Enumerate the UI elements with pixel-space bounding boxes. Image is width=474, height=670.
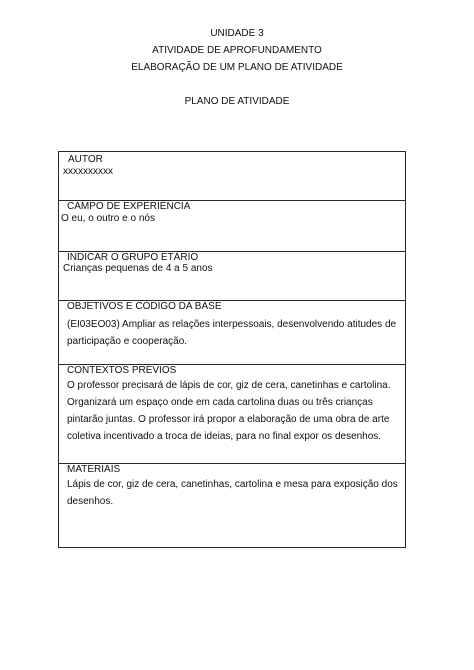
section-grupo-title: INDICAR O GRUPO ETÁRIO [67,252,199,263]
section-campo-value: O eu, o outro e o nós [61,213,155,224]
section-autor-value: xxxxxxxxxx [63,166,113,177]
section-autor [59,152,405,201]
section-materiais-value: Lápis de cor, giz de cera, canetinhas, cartolina e mesa para exposição dos desenhos. [67,479,398,507]
section-materiais [59,464,405,548]
section-objetivos [59,301,405,365]
section-campo-experiencia [59,201,405,252]
section-materiais-title: MATERIAIS [67,464,121,475]
section-objetivos-title: OBJETIVOS E CÓDIGO DA BASE [67,301,222,312]
elaboration-heading: ELABORAÇÃO DE UM PLANO DE ATIVIDADE [131,62,343,73]
section-autor-title: AUTOR [68,154,103,165]
section-campo-title: CAMPO DE EXPERIÊNCIA [67,201,191,212]
section-contextos-title: CONTEXTOS PRÉVIOS [67,365,177,376]
activity-plan-table [58,151,406,548]
section-contextos-value: O professor precisará de lápis de cor, giz de cera, canetinhas e cartolina. Organizará um espaço onde em cada cartolina duas ou três crianças pintarão juntas. O professor irá propor a elaboração de uma obra de arte coletiva incentivado a troca de ideias, para no final expor os desenhos. [67,380,391,442]
activity-heading: ATIVIDADE DE APROFUNDAMENTO [152,45,322,56]
section-objetivos-value: (EI03EO03) Ampliar as relações interpessoais, desenvolvendo atitudes de participação e cooperação. [67,319,397,347]
plan-title: PLANO DE ATIVIDADE [184,96,290,107]
section-contextos-previos [59,365,405,464]
section-grupo-value: Crianças pequenas de 4 a 5 anos [63,263,213,274]
section-grupo-etario [59,252,405,301]
unit-heading: UNIDADE 3 [210,28,264,39]
